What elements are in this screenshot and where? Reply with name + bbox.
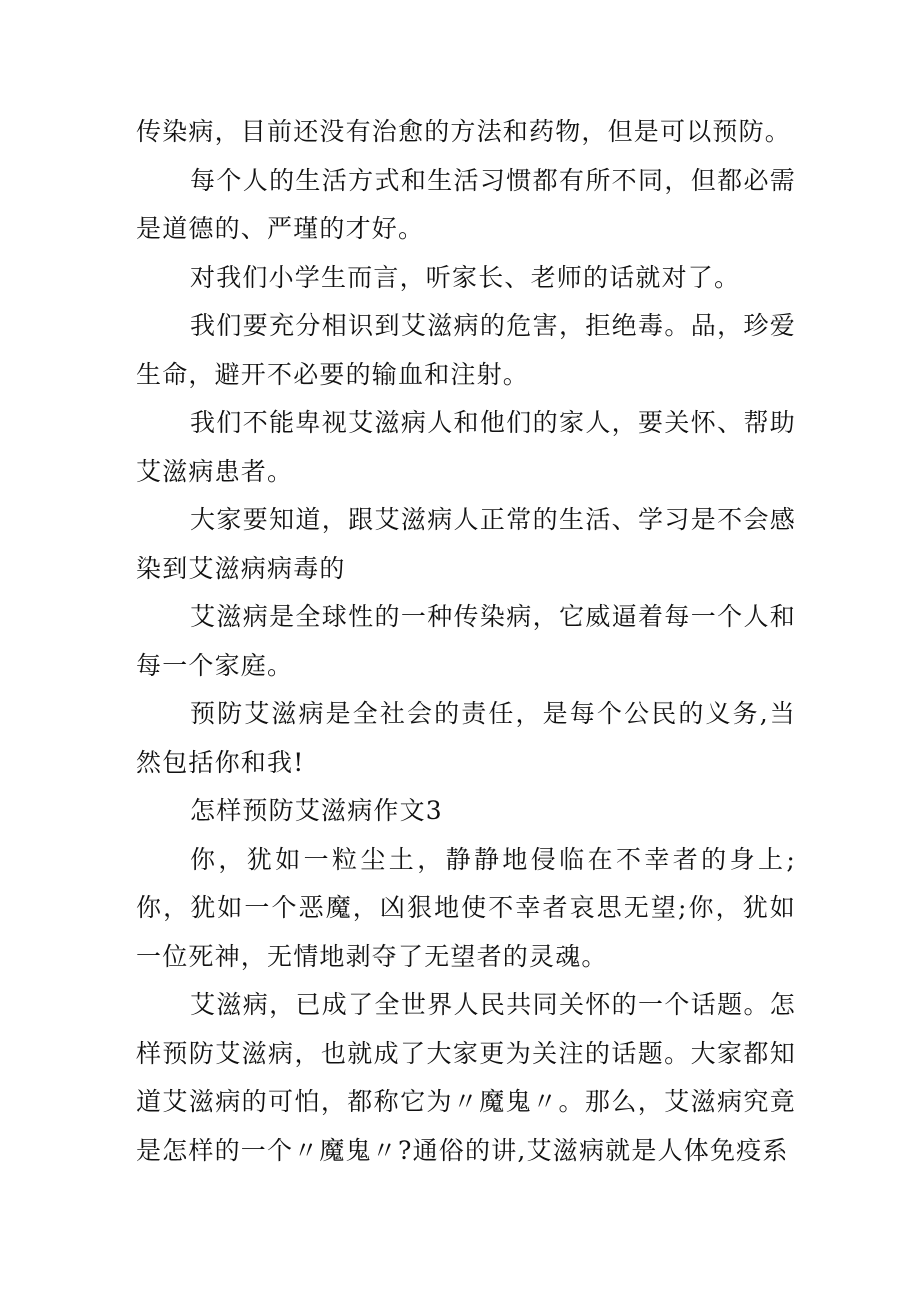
- paragraph: 我们要充分相识到艾滋病的危害，拒绝毒。品，珍爱生命，避开不必要的输血和注射。: [136, 311, 796, 389]
- paragraph: 你，犹如一粒尘土，静静地侵临在不幸者的身上;你，犹如一个恶魔，凶狠地使不幸者哀思无望;你，犹如一位死神，无情地剥夺了无望者的灵魂。: [136, 844, 796, 971]
- paragraph: 艾滋病，已成了全世界人民共同关怀的一个话题。怎样预防艾滋病，也就成了大家更为关注的话题。大家都知道艾滋病的可怕，都称它为〃魔鬼〃。那么，艾滋病究竟是怎样的一个〃魔鬼〃?通俗的讲,艾滋病就是人体免疫系: [136, 990, 796, 1165]
- document-body: [136, 108, 796, 1175]
- paragraph-continuation: 传染病，目前还没有治愈的方法和药物，但是可以预防。: [136, 117, 792, 146]
- section-heading: 怎样预防艾滋病作文3: [190, 796, 443, 825]
- paragraph: 对我们小学生而言，听家长、老师的话就对了。: [190, 262, 741, 292]
- paragraph: 大家要知道，跟艾滋病人正常的生活、学习是不会感染到艾滋病病毒的: [136, 505, 796, 583]
- paragraph: 我们不能卑视艾滋病人和他们的家人，要关怀、帮助艾滋病患者。: [136, 408, 796, 486]
- paragraph: 每个人的生活方式和生活习惯都有所不同，但都必需是道德的、严瑾的才好。: [136, 165, 796, 243]
- paragraph: 艾滋病是全球性的一种传染病，它威逼着每一个人和每一个家庭。: [136, 602, 796, 680]
- paragraph: 预防艾滋病是全社会的责任，是每个公民的义务,当然包括你和我!: [136, 699, 796, 777]
